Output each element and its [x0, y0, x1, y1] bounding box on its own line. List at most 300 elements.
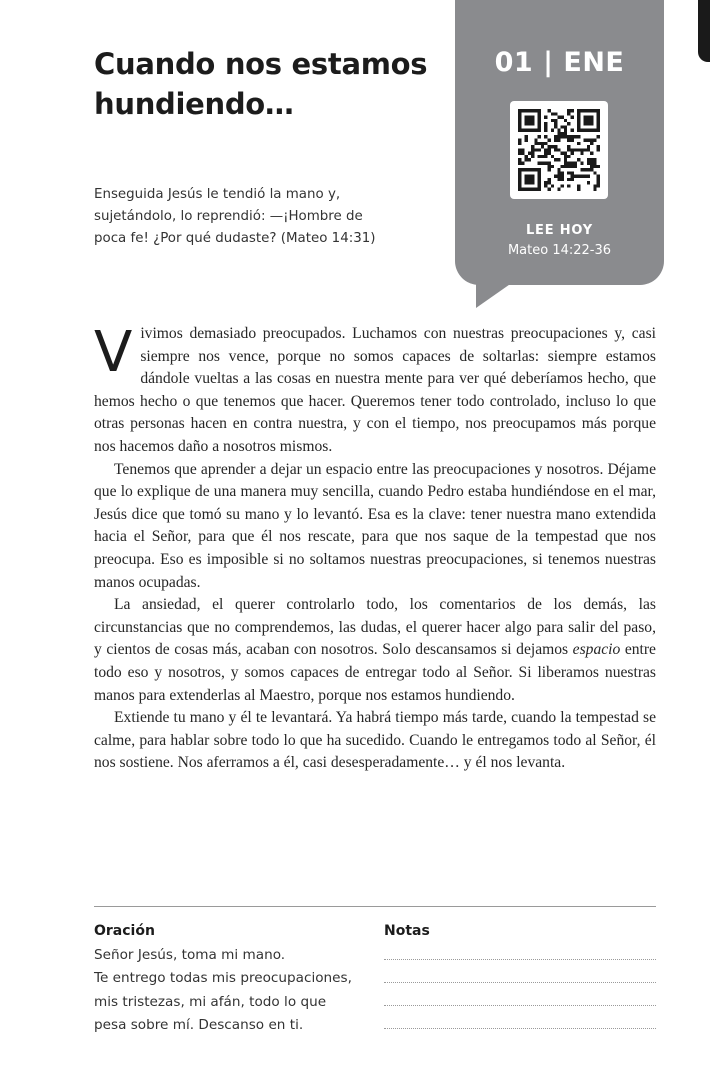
qr-module	[584, 119, 587, 122]
qr-module	[590, 119, 593, 122]
read-today-reference: Mateo 14:22-36	[507, 243, 612, 258]
qr-module	[577, 119, 580, 122]
qr-module	[570, 129, 573, 132]
paragraph-3-text-a: La ansiedad, el querer controlarlo todo, los comentarios de los demás, las circunstancias que no comprendemos, las dudas, el querer hacer algo para salir del paso, y cientos de cosas más, acaban con nosotros. Solo descansamos si dejamos	[94, 596, 656, 659]
qr-module	[544, 152, 547, 155]
notes-line[interactable]	[384, 982, 656, 983]
qr-module	[518, 184, 521, 187]
qr-module	[554, 139, 557, 142]
qr-module	[548, 165, 551, 168]
qr-module	[580, 109, 583, 112]
qr-module	[597, 181, 600, 184]
qr-module	[531, 175, 534, 178]
qr-module	[554, 135, 557, 138]
qr-module	[577, 112, 580, 115]
qr-module	[521, 129, 524, 132]
qr-module	[538, 122, 541, 125]
qr-module	[525, 181, 528, 184]
qr-module	[587, 181, 590, 184]
notes-line[interactable]	[384, 959, 656, 960]
qr-module	[531, 116, 534, 119]
qr-module	[534, 129, 537, 132]
qr-module	[518, 188, 521, 191]
qr-module	[541, 145, 544, 148]
qr-module	[518, 139, 521, 142]
qr-module	[590, 158, 593, 161]
qr-module	[567, 148, 570, 151]
qr-module	[580, 152, 583, 155]
qr-module	[521, 168, 524, 171]
qr-module	[580, 175, 583, 178]
qr-module	[597, 125, 600, 128]
qr-module	[597, 135, 600, 138]
qr-module	[531, 168, 534, 171]
qr-module	[518, 142, 521, 145]
qr-module	[593, 139, 596, 142]
qr-module	[593, 188, 596, 191]
qr-code-icon[interactable]	[510, 101, 608, 199]
qr-module	[554, 125, 557, 128]
qr-module	[531, 152, 534, 155]
qr-module	[587, 175, 590, 178]
qr-module	[528, 152, 531, 155]
qr-module	[531, 109, 534, 112]
qr-module	[570, 171, 573, 174]
qr-module	[521, 161, 524, 164]
qr-module	[548, 161, 551, 164]
qr-module	[544, 148, 547, 151]
qr-module	[525, 155, 528, 158]
qr-module	[557, 132, 560, 135]
qr-module	[554, 112, 557, 115]
qr-module	[561, 178, 564, 181]
qr-module	[525, 175, 528, 178]
qr-module	[561, 132, 564, 135]
qr-module	[534, 109, 537, 112]
qr-module	[567, 112, 570, 115]
corner-tab	[698, 0, 710, 62]
qr-module	[518, 158, 521, 161]
qr-module	[551, 165, 554, 168]
paragraph-4: Extiende tu mano y él te levantará. Ya habrá tiempo más tarde, cuando la tempestad se calme, para hablar sobre todo lo que ha sucedido. Cuando le entregamos todo al Señor, él nos sostiene. Nos aferramos a él, casi desesperadamente… y él nos levanta.	[94, 709, 656, 772]
qr-module	[544, 122, 547, 125]
qr-module	[548, 148, 551, 151]
paragraph-3	[94, 594, 656, 707]
qr-module	[541, 161, 544, 164]
qr-module	[597, 122, 600, 125]
qr-module	[564, 132, 567, 135]
qr-module	[561, 116, 564, 119]
qr-module	[587, 161, 590, 164]
qr-module	[557, 178, 560, 181]
notes-line[interactable]	[384, 1005, 656, 1006]
qr-module	[557, 129, 560, 132]
qr-module	[538, 148, 541, 151]
qr-module	[538, 129, 541, 132]
qr-module	[570, 152, 573, 155]
qr-module	[538, 178, 541, 181]
qr-module	[554, 148, 557, 151]
qr-module	[518, 161, 521, 164]
qr-module	[590, 161, 593, 164]
qr-module	[574, 135, 577, 138]
qr-module	[544, 116, 547, 119]
qr-module	[567, 139, 570, 142]
qr-module	[593, 165, 596, 168]
qr-module	[577, 188, 580, 191]
qr-module	[518, 119, 521, 122]
date-label: 01 | ENE	[494, 47, 625, 78]
qr-module	[551, 184, 554, 187]
qr-module	[570, 135, 573, 138]
qr-module	[521, 152, 524, 155]
qr-module	[584, 175, 587, 178]
qr-module	[597, 119, 600, 122]
qr-module	[590, 165, 593, 168]
qr-module	[564, 165, 567, 168]
qr-module	[518, 181, 521, 184]
qr-module	[597, 175, 600, 178]
qr-module	[584, 168, 587, 171]
qr-module	[564, 152, 567, 155]
qr-module	[590, 116, 593, 119]
qr-module	[538, 161, 541, 164]
qr-module	[557, 148, 560, 151]
qr-module	[561, 175, 564, 178]
qr-module	[597, 148, 600, 151]
qr-module	[590, 142, 593, 145]
qr-module	[593, 158, 596, 161]
qr-module	[528, 188, 531, 191]
qr-module	[538, 112, 541, 115]
qr-module	[570, 165, 573, 168]
qr-module	[528, 129, 531, 132]
qr-module	[528, 119, 531, 122]
qr-module	[544, 135, 547, 138]
qr-module	[528, 178, 531, 181]
qr-module	[518, 148, 521, 151]
qr-module	[580, 148, 583, 151]
qr-module	[577, 175, 580, 178]
paragraph-2: Tenemos que aprender a dejar un espacio entre las preocupaciones y nosotros. Déjame que lo explique de una manera muy sencilla, cuando Pedro estaba hundiéndose en el mar, Jesús dice que tomó su mano y lo levantó. Esa es la clave: tener nuestra mano extendida hacia el Señor, para que él nos rescate, para que nos saque de la tempestad que nos preocupa. Eso es imposible si no soltamos nuestras preocupaciones, si tenemos nuestras manos ocupadas.	[94, 460, 656, 591]
qr-module	[584, 116, 587, 119]
qr-module	[561, 135, 564, 138]
qr-module	[548, 152, 551, 155]
qr-module	[557, 135, 560, 138]
qr-module	[587, 119, 590, 122]
qr-module	[561, 171, 564, 174]
paragraph-1	[94, 320, 656, 459]
title-line-1: Cuando nos estamos	[94, 47, 428, 81]
qr-module	[544, 155, 547, 158]
qr-module	[521, 148, 524, 151]
qr-module	[567, 109, 570, 112]
qr-module	[574, 161, 577, 164]
qr-module	[541, 142, 544, 145]
qr-module	[538, 109, 541, 112]
qr-module	[551, 112, 554, 115]
qr-module	[518, 168, 521, 171]
paragraph-3-text-b: entre todo eso y nosotros, y somos capaces de entregar todo al Señor. Si liberamos nuestras manos para extenderlas al Maestro, porque nos estamos hundiendo.	[94, 641, 656, 704]
qr-module	[593, 109, 596, 112]
qr-module	[531, 188, 534, 191]
qr-module	[528, 158, 531, 161]
qr-module	[528, 181, 531, 184]
key-verse: Enseguida Jesús le tendió la mano y, sujetándolo, lo reprendió: —¡Hombre de poca fe! ¿Por qué dudaste? (Mateo 14:31)	[94, 187, 376, 246]
qr-module	[548, 168, 551, 171]
qr-module	[531, 155, 534, 158]
qr-module	[567, 155, 570, 158]
qr-module	[597, 145, 600, 148]
qr-module	[567, 171, 570, 174]
qr-module	[577, 158, 580, 161]
qr-module	[567, 184, 570, 187]
qr-module	[551, 145, 554, 148]
qr-module	[590, 109, 593, 112]
qr-module	[574, 148, 577, 151]
drop-cap: V	[94, 320, 133, 385]
qr-module	[570, 148, 573, 151]
qr-module	[531, 178, 534, 181]
qr-module	[597, 112, 600, 115]
qr-module	[561, 125, 564, 128]
qr-module	[584, 129, 587, 132]
qr-module	[525, 129, 528, 132]
qr-module	[525, 119, 528, 122]
qr-module	[531, 129, 534, 132]
qr-module	[551, 119, 554, 122]
qr-module	[548, 139, 551, 142]
qr-module	[577, 142, 580, 145]
qr-module	[557, 188, 560, 191]
qr-module	[525, 158, 528, 161]
qr-module	[597, 165, 600, 168]
prayer-line: pesa sobre mí. Descanso en ti.	[94, 1016, 304, 1033]
qr-module	[580, 129, 583, 132]
qr-module	[561, 165, 564, 168]
qr-module	[567, 122, 570, 125]
qr-module	[590, 122, 593, 125]
qr-module	[597, 129, 600, 132]
qr-module	[548, 178, 551, 181]
qr-module	[531, 181, 534, 184]
qr-module	[587, 122, 590, 125]
qr-module	[525, 139, 528, 142]
qr-module	[570, 109, 573, 112]
qr-module	[554, 145, 557, 148]
qr-module	[525, 122, 528, 125]
paragraph-3-emphasis: espacio	[572, 641, 621, 659]
qr-module	[531, 148, 534, 151]
qr-module	[531, 119, 534, 122]
qr-module	[538, 135, 541, 138]
qr-module	[538, 171, 541, 174]
qr-module	[544, 142, 547, 145]
devotional-body	[94, 320, 656, 775]
paragraph-1-text: ivimos demasiado preocupados. Luchamos con nuestras preocupaciones y, casi siempre nos vence, porque no somos capaces de soltarlas: siempre estamos dándole vueltas a las cosas en nuestra mente para ver qué deberíamos hecho, que hemos hecho o que tenemos que hacer. Queremos tener todo controlado, incluso lo que otras personas hacen en contra nuestra, y con el tiempo, nos preocupamos más porque nos hacemos daño a nosotros mismos.	[94, 325, 656, 455]
qr-module	[554, 175, 557, 178]
qr-module	[590, 168, 593, 171]
qr-module	[564, 135, 567, 138]
notes-heading: Notas	[384, 923, 430, 939]
qr-module	[584, 148, 587, 151]
prayer-text	[94, 944, 374, 1037]
qr-module	[544, 129, 547, 132]
qr-module	[597, 109, 600, 112]
qr-module	[518, 109, 521, 112]
qr-module	[528, 168, 531, 171]
qr-module	[567, 161, 570, 164]
qr-module	[590, 152, 593, 155]
qr-module	[525, 178, 528, 181]
qr-module	[564, 119, 567, 122]
qr-module	[531, 145, 534, 148]
read-today-label: LEE HOY	[525, 223, 594, 238]
qr-module	[521, 109, 524, 112]
prayer-line: Te entrego todas mis preocupaciones,	[94, 970, 352, 987]
qr-module	[518, 178, 521, 181]
qr-module	[518, 125, 521, 128]
qr-module	[534, 188, 537, 191]
qr-module	[538, 188, 541, 191]
qr-module	[525, 116, 528, 119]
qr-module	[525, 188, 528, 191]
qr-module	[521, 188, 524, 191]
qr-module	[587, 129, 590, 132]
qr-module	[587, 109, 590, 112]
qr-module	[534, 148, 537, 151]
qr-module	[554, 122, 557, 125]
page-title	[94, 44, 434, 124]
qr-module	[538, 125, 541, 128]
qr-module	[587, 116, 590, 119]
qr-module	[570, 139, 573, 142]
qr-module	[587, 168, 590, 171]
qr-module	[561, 184, 564, 187]
qr-module	[564, 125, 567, 128]
qr-module	[580, 161, 583, 164]
prayer-line: Señor Jesús, toma mi mano.	[94, 947, 286, 963]
qr-module	[593, 161, 596, 164]
notes-line[interactable]	[384, 1028, 656, 1029]
qr-module	[584, 139, 587, 142]
qr-module	[525, 135, 528, 138]
qr-module	[570, 178, 573, 181]
qr-module	[593, 184, 596, 187]
prayer-heading: Oración	[94, 923, 155, 939]
qr-module	[548, 181, 551, 184]
footer-divider	[94, 906, 656, 907]
qr-module	[518, 116, 521, 119]
qr-module	[590, 129, 593, 132]
qr-module	[548, 145, 551, 148]
qr-module	[548, 109, 551, 112]
qr-module	[538, 116, 541, 119]
qr-module	[528, 109, 531, 112]
qr-module	[538, 175, 541, 178]
qr-module	[593, 129, 596, 132]
qr-module	[587, 139, 590, 142]
qr-module	[564, 161, 567, 164]
qr-module	[551, 155, 554, 158]
qr-module	[597, 178, 600, 181]
qr-module	[567, 165, 570, 168]
qr-module	[577, 135, 580, 138]
qr-module	[567, 135, 570, 138]
qr-module	[544, 161, 547, 164]
qr-module	[587, 148, 590, 151]
qr-module	[518, 129, 521, 132]
qr-module	[557, 158, 560, 161]
qr-module	[564, 158, 567, 161]
qr-module	[541, 155, 544, 158]
qr-module	[561, 152, 564, 155]
qr-module	[548, 188, 551, 191]
qr-module	[570, 161, 573, 164]
qr-module	[528, 122, 531, 125]
qr-module	[564, 129, 567, 132]
qr-module	[518, 175, 521, 178]
qr-module	[567, 178, 570, 181]
qr-module	[518, 122, 521, 125]
qr-module	[577, 125, 580, 128]
qr-module	[557, 139, 560, 142]
qr-module	[587, 158, 590, 161]
qr-module	[577, 116, 580, 119]
prayer-line: mis tristezas, mi afán, todo lo que	[94, 993, 327, 1010]
qr-module	[525, 168, 528, 171]
qr-module	[518, 171, 521, 174]
qr-module	[531, 122, 534, 125]
qr-module	[534, 139, 537, 142]
qr-module	[580, 168, 583, 171]
qr-module	[544, 125, 547, 128]
qr-module	[597, 184, 600, 187]
qr-module	[554, 119, 557, 122]
qr-module	[538, 181, 541, 184]
qr-module	[551, 129, 554, 132]
qr-module	[574, 165, 577, 168]
qr-module	[557, 175, 560, 178]
qr-module	[587, 145, 590, 148]
qr-module	[538, 142, 541, 145]
qr-module	[574, 175, 577, 178]
qr-module	[528, 116, 531, 119]
qr-module	[590, 139, 593, 142]
qr-module	[584, 109, 587, 112]
qr-module	[557, 116, 560, 119]
qr-module	[577, 122, 580, 125]
qr-module	[544, 181, 547, 184]
date-badge-tail	[476, 280, 516, 308]
qr-module	[567, 145, 570, 148]
qr-module	[538, 155, 541, 158]
qr-module	[564, 155, 567, 158]
qr-module	[570, 175, 573, 178]
qr-module	[584, 122, 587, 125]
qr-module	[528, 175, 531, 178]
title-line-2: hundiendo…	[94, 87, 294, 121]
qr-module	[518, 152, 521, 155]
qr-module	[538, 119, 541, 122]
qr-module	[525, 109, 528, 112]
qr-module	[597, 116, 600, 119]
qr-module	[577, 109, 580, 112]
qr-module	[518, 112, 521, 115]
qr-module	[557, 171, 560, 174]
qr-module	[577, 184, 580, 187]
qr-module	[538, 184, 541, 187]
